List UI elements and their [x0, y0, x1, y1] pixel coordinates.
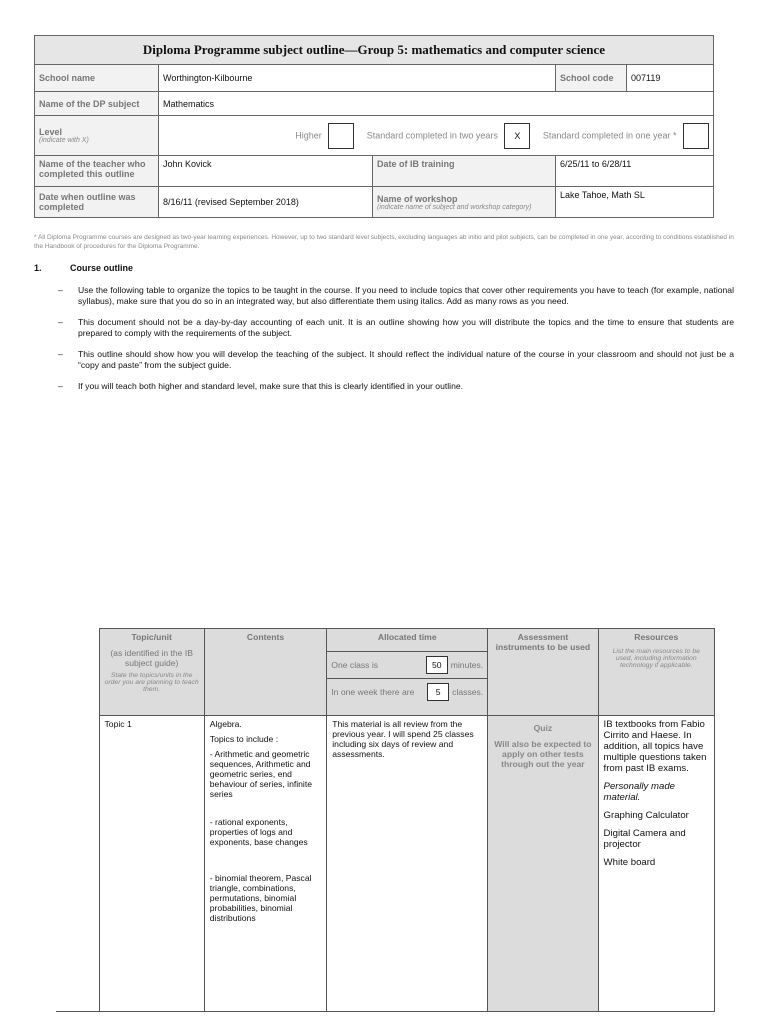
level-std1-checkbox[interactable]	[683, 123, 709, 149]
col-topic-instruction: State the topics/units in the order you are planning to teach them.	[104, 672, 199, 693]
instructions-list	[58, 285, 734, 403]
school-code-value: 007119	[627, 65, 714, 92]
course-outline-table	[56, 628, 715, 1012]
col-resources-note: List the main resources to be used, including information technology if applicable.	[612, 648, 700, 669]
classes-per-week-row	[327, 679, 487, 705]
school-name-value: Worthington-Kilbourne	[159, 65, 556, 92]
list-item-text: Use the following table to organize the topics to be taught in the course. If you need to include topics that cover other requirements you have to teach (for example, national syllabus), make sure that you do so in an integrated way, but also differentiate them using italics. Add as many rows as you need.	[78, 285, 734, 306]
class-length-label: One class is	[331, 660, 379, 670]
level-higher-checkbox[interactable]	[328, 123, 354, 149]
list-item: – Use the following table to organize the topics to be taught in the course. If you need to include topics that cover other requirements you have to teach (for example, national syllabus), make sure that you do so in an integrated way, but also differentiate them using italics. Add as many rows as you need.	[58, 285, 734, 306]
blank-corner	[56, 629, 99, 1012]
list-item-text: This document should not be a day-by-day accounting of each unit. It is an outline showing how you will distribute the topics and the time to ensure that students are prepared to comply with the requirements of the subject.	[78, 317, 734, 338]
level-options	[159, 116, 714, 156]
contents-item: - rational exponents, properties of logs and exponents, base changes	[209, 817, 308, 847]
level-sublabel: (indicate with X)	[39, 137, 89, 144]
level-higher-label: Higher	[295, 129, 322, 140]
class-length-row	[327, 652, 487, 679]
section-title: Course outline	[70, 263, 134, 273]
list-item-text: If you will teach both higher and standard level, make sure that this is clearly identified in your outline.	[78, 381, 464, 391]
workshop-sublabel: (indicate name of subject and workshop category)	[377, 203, 532, 211]
document-title: Diploma Programme subject outline—Group 5: mathematics and computer science	[35, 36, 714, 65]
resource-item: IB textbooks from Fabio Cirrito and Haese. In addition, all topics have multiple questions taken from past IB exams.	[603, 719, 707, 774]
class-minutes-field[interactable]: 50	[426, 656, 448, 674]
classes-label: classes.	[452, 687, 484, 697]
school-name-label: School name	[35, 65, 159, 92]
col-time-header	[327, 629, 488, 716]
section-heading	[34, 263, 133, 273]
date-completed-label: Date when outline was completed	[35, 187, 159, 218]
col-assessment-header: Assessment instruments to be used	[488, 629, 598, 716]
col-resources-header	[598, 629, 714, 716]
resource-item: Personally made material.	[603, 781, 676, 803]
list-item: – This outline should show how you will develop the teaching of the subject. It should reflect the individual nature of the course in your classroom and should not just be a “copy and paste” from the subject guide.	[58, 349, 734, 370]
date-completed-value: 8/16/11 (revised September 2018)	[159, 187, 373, 218]
col-time-title: Allocated time	[327, 629, 487, 652]
workshop-label: Name of workshop	[377, 193, 458, 204]
workshop-label-cell	[373, 187, 556, 218]
row1-topic: Topic 1	[99, 716, 204, 1012]
workshop-value: Lake Tahoe, Math SL	[556, 187, 714, 218]
school-code-label: School code	[556, 65, 627, 92]
resource-item: Graphing Calculator	[603, 810, 689, 821]
level-std2-label: Standard completed in two years	[366, 129, 498, 140]
list-item-text: This outline should show how you will develop the teaching of the subject. It should reflect the individual nature of the course in your classroom and should not just be a “copy and paste” from the subject guide.	[78, 349, 734, 370]
level-label-cell	[35, 116, 159, 156]
contents-intro: Topics to include :	[209, 734, 279, 744]
col-topic-note: (as identified in the IB subject guide)	[110, 648, 193, 668]
ib-training-value: 6/25/11 to 6/28/11	[556, 156, 714, 187]
minutes-label: minutes.	[450, 660, 484, 670]
list-item: – This document should not be a day-by-day accounting of each unit. It is an outline showing how you will distribute the topics and the time to ensure that students are prepared to comply with the requirements of the subject.	[58, 317, 734, 338]
subject-value: Mathematics	[159, 92, 714, 116]
classes-per-week-label: In one week there are	[331, 687, 415, 697]
row1-contents	[204, 716, 326, 1012]
col-topic-title: Topic/unit	[131, 632, 172, 642]
level-std1-label: Standard completed in one year *	[542, 129, 677, 140]
row1-resources	[598, 716, 714, 1012]
section-number: 1.	[34, 263, 42, 273]
classes-per-week-field[interactable]: 5	[427, 683, 449, 701]
ib-training-label: Date of IB training	[373, 156, 556, 187]
col-contents-header: Contents	[204, 629, 326, 716]
contents-item: - Arithmetic and geometric sequences, Arithmetic and geometric series, end behaviour of series, infinite series	[209, 749, 313, 799]
assessment-title: Quiz	[533, 723, 553, 733]
teacher-value: John Kovick	[159, 156, 373, 187]
col-resources-title: Resources	[634, 632, 679, 642]
subject-label: Name of the DP subject	[35, 92, 159, 116]
list-item: – If you will teach both higher and standard level, make sure that this is clearly identified in your outline.	[58, 381, 464, 391]
col-topic-header	[99, 629, 204, 716]
row1-time: This material is all review from the previous year. I will spend 25 classes including six days of review and assessments.	[327, 716, 488, 1012]
level-std2-checkbox[interactable]: X	[504, 123, 530, 149]
teacher-label: Name of the teacher who completed this outline	[35, 156, 159, 187]
contents-item: - binomial theorem, Pascal triangle, combinations, permutations, binomial probabilities, binomial distributions	[209, 873, 312, 923]
header-table	[34, 35, 714, 218]
resource-item: White board	[603, 857, 656, 868]
row1-assessment	[488, 716, 598, 1012]
level-label: Level	[39, 127, 63, 137]
footnote: * All Diploma Programme courses are designed as two-year learning experiences. However, up to two standard level subjects, excluding languages ab initio and pilot subjects, can be completed in one year, according to conditions established in the Handbook of procedures for the Diploma Programme.	[34, 234, 734, 250]
assessment-note: Will also be expected to apply on other tests through out the year	[494, 739, 592, 769]
resource-item: Digital Camera and projector	[603, 828, 686, 850]
contents-title: Algebra.	[209, 719, 242, 729]
